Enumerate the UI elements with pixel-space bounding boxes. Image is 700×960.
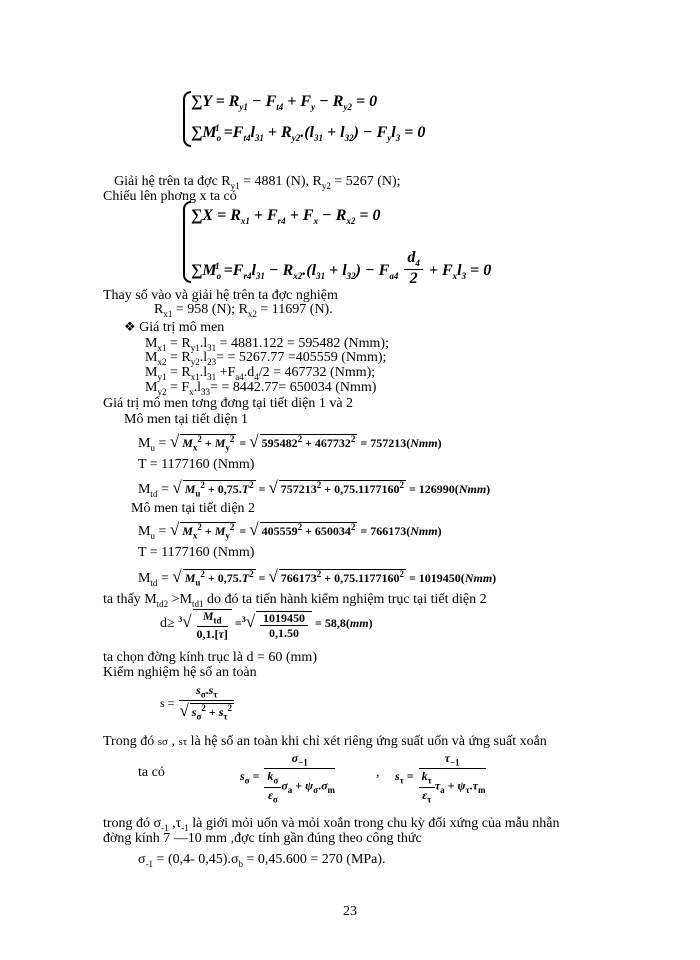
sec2-mtd: $M_{td}$ = √ $M_u^2 + 0,75.T^2$ = √ $766173^2 + 0,75.1177160^2 = 1019450(Nmm)$ bbox=[138, 567, 497, 588]
brace-system-2 bbox=[183, 201, 191, 283]
moment-my2: $M_{y2} = F_x.l_{33}= = 8442.77= 650034$ (Nmm) bbox=[145, 380, 377, 397]
text-subst: Thay số vào và giải hệ trên ta đợc nghiệm bbox=[103, 288, 338, 303]
sec2-heading: Mô men tại tiết diện 2 bbox=[131, 501, 256, 516]
eq-sum-m1-text: $\sum M_o^1 =F_{t4}l_{31} + R_{y2}.(l_{31} + l_{32}) - F_yl_3 = 0$ bbox=[191, 123, 426, 144]
sec1-heading: Mô men tại tiết diện 1 bbox=[124, 412, 249, 427]
text-solve-y: Giải hệ trên ta đợc $R_{y1} = 4881$ (N), $R_{y2} = 5267$ (N); bbox=[114, 174, 401, 191]
moment-mx1: $M_{x1} = R_{y1}.l_{31} = 4881.122 = 595482$ (Nmm); bbox=[145, 336, 389, 353]
s-sigma-formula: $s_\sigma$ = $\sigma_{-1}$ $\frac{k_\sigma}{\varepsilon_\sigma}$ $\sigma_a + \psi_\sigma.\sigma_m$ bbox=[240, 751, 336, 805]
text-where: Trong đó sσ , sτ là hệ số an toàn khi chỉ xét riêng ứng suất uốn và ứng suất xoắn bbox=[103, 734, 547, 749]
sec1-t: T = 1177160 (Nmm) bbox=[138, 457, 255, 472]
text-para2: đờng kính 7 —10 mm ,đợc tính gần đúng theo công thức bbox=[103, 831, 422, 846]
eq-sum-m2 bbox=[191, 250, 491, 287]
text-taco: ta có bbox=[138, 765, 165, 780]
text-project-x: Chiếu lên phơng x ta có bbox=[103, 189, 237, 204]
text-safety: Kiểm nghiệm hệ số an toàn bbox=[103, 665, 257, 680]
eq-sum-m1 bbox=[191, 124, 425, 144]
s-tau-formula: $s_\tau$ = $\tau_{-1}$ $\frac{k_\tau}{\varepsilon_\tau}$ $\tau_a + \psi_\tau.\tau_m$ bbox=[395, 751, 486, 805]
sec2-t: T = 1177160 (Nmm) bbox=[138, 545, 255, 560]
equiv-heading: Giá trị mô men tơng đơng tại tiết diện 1 và 2 bbox=[103, 396, 354, 411]
eq-sum-x bbox=[191, 208, 380, 226]
s-formula: s = $\frac{s_\sigma.s_\tau}{√ s_\sigma^2 + s_\tau^2}$ bbox=[160, 683, 233, 722]
eq-sum-x-text: $\sum X = R_{x1} + F_{r4} + F_x - R_{x2} = 0$ bbox=[191, 207, 381, 227]
eq-sum-y bbox=[191, 94, 377, 112]
sec1-mu: $M_u$ = √ $M_x^2 + M_y^2$ = √ $595482^2 + 467732^2 = 757213(Nmm)$ bbox=[138, 432, 442, 453]
text-sigma-formula: $\sigma_{-1} = (0,4-$ $0,45).\sigma_b = 0,45.600 = 270$ (MPa). bbox=[138, 852, 386, 869]
d-formula: d≥ $^3$√ $\frac{M_{td}}{0,1.[\tau]}$ =$^3$√ $\frac{1019450}{0,1.50}$ = 58,8(mm) bbox=[160, 609, 373, 642]
text-choose-d: ta chọn đờng kính trục là d = 60 (mm) bbox=[103, 650, 317, 665]
text-compare: ta thấy $M_{td2} >M_{td1}$ do đó ta tiến hành kiểm nghiệm trục tại tiết diện 2 bbox=[103, 592, 487, 609]
page-number: 23 bbox=[343, 904, 357, 919]
comma-sep: , bbox=[376, 765, 380, 780]
eq-sum-m2-text: $\sum M_o^1 =F_{r4}l_{31} - R_{x2}.(l_{31} + l_{32}) - F_{a4}$ $\frac{d_4}{2}$ + $F_xl_3 = 0$ bbox=[191, 249, 492, 288]
rx-values: $R_{x1} = 958$ (N); $R_{x2} = 11697$ (N). bbox=[154, 302, 333, 319]
moment-heading: ❖ Giá trị mô men bbox=[124, 319, 225, 335]
moment-mx2: $M_{x2} = R_{y2}.l_{23}= = 5267.77 =405559$ (Nmm); bbox=[145, 350, 387, 367]
sec2-mu: $M_u$ = √ $M_x^2 + M_y^2$ = √ $405559^2 + 650034^2 = 766173(Nmm)$ bbox=[138, 520, 442, 541]
brace-system-1 bbox=[183, 91, 191, 147]
moment-my1: $M_{y1} = R_{x1}.l_{31} +F_{a4}.d_4/2 = 467732$ (Nmm); bbox=[145, 365, 376, 382]
text-para1: trong đó $\sigma_{-1}$ $,\tau_{-1}$ là giới mỏi uốn và mỏi xoắn trong chu kỳ đối xứng của mẫu nhẵn bbox=[103, 816, 560, 833]
eq-sum-y-text: $\sum Y = R_{y1} - F_{t4} + F_y - R_{y2} = 0$ bbox=[191, 93, 378, 113]
diamond-bullet-icon: ❖ bbox=[124, 319, 136, 334]
sec1-mtd: $M_{td}$ = √ $M_u^2 + 0,75.T^2$ = √ $757213^2 + 0,75.1177160^2 = 126990(Nmm)$ bbox=[138, 478, 491, 499]
